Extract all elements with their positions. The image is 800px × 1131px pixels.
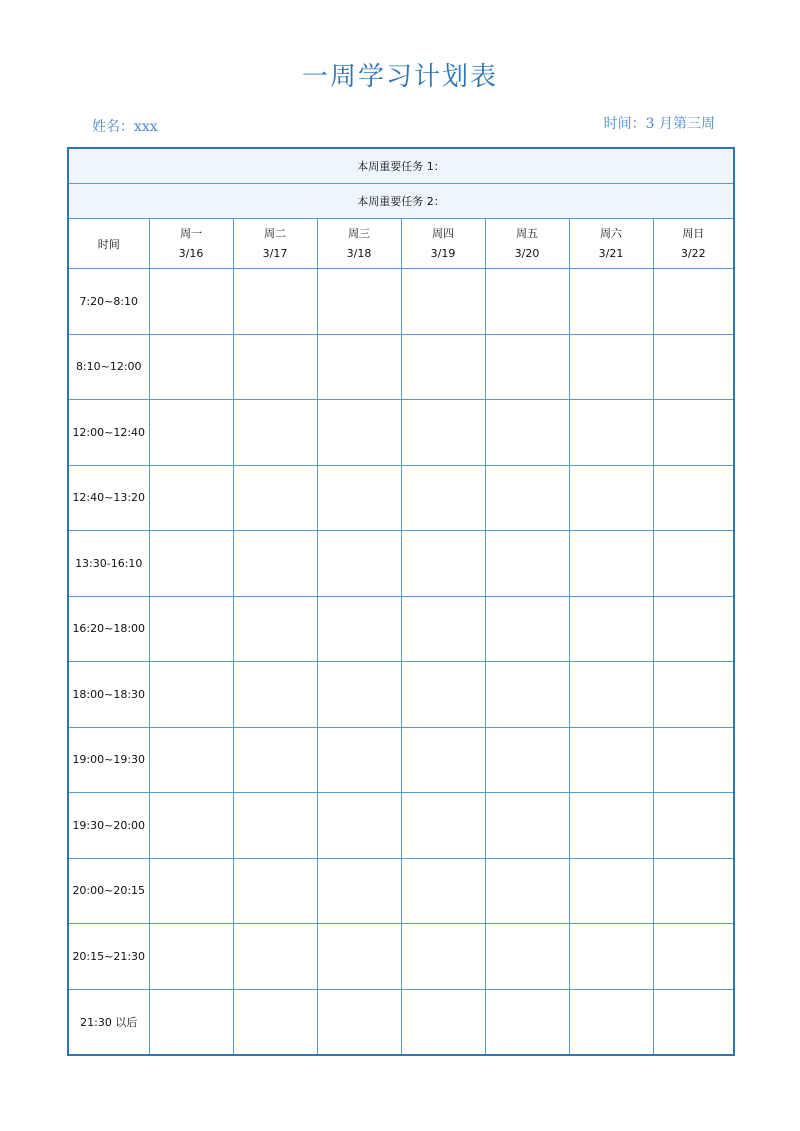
plan-cell[interactable] [653, 400, 734, 466]
plan-cell[interactable] [149, 334, 233, 400]
time-slot-label: 20:00~20:15 [68, 858, 149, 924]
plan-cell[interactable] [485, 793, 569, 859]
day-date: 3/20 [514, 246, 540, 260]
plan-cell[interactable] [401, 465, 485, 531]
day-name: 周一 [180, 226, 202, 240]
plan-cell[interactable] [401, 727, 485, 793]
day-header [653, 219, 734, 269]
plan-cell[interactable] [401, 793, 485, 859]
plan-cell[interactable] [485, 727, 569, 793]
plan-cell[interactable] [233, 727, 317, 793]
day-date: 3/17 [262, 246, 288, 260]
header-row [68, 219, 734, 269]
plan-cell[interactable] [653, 989, 734, 1055]
plan-cell[interactable] [653, 858, 734, 924]
day-date: 3/21 [598, 246, 624, 260]
page-title: 一周学习计划表 [301, 62, 498, 92]
plan-cell[interactable] [569, 727, 653, 793]
plan-cell[interactable] [233, 400, 317, 466]
plan-cell[interactable] [485, 269, 569, 335]
plan-cell[interactable] [485, 858, 569, 924]
time-slot-label: 20:15~21:30 [68, 924, 149, 990]
time-slot-row [68, 400, 734, 466]
plan-cell[interactable] [149, 531, 233, 597]
plan-cell[interactable] [401, 989, 485, 1055]
plan-cell[interactable] [149, 989, 233, 1055]
plan-cell[interactable] [233, 924, 317, 990]
time-slot-row [68, 989, 734, 1055]
day-name: 周六 [600, 226, 622, 240]
day-name: 周三 [348, 226, 370, 240]
plan-cell[interactable] [317, 531, 401, 597]
plan-cell[interactable] [233, 858, 317, 924]
day-name: 周二 [264, 226, 286, 240]
plan-cell[interactable] [317, 269, 401, 335]
plan-cell[interactable] [653, 924, 734, 990]
study-plan-table [67, 147, 735, 1056]
plan-cell[interactable] [569, 269, 653, 335]
time-slot-label: 8:10~12:00 [68, 334, 149, 400]
time-slot-row [68, 858, 734, 924]
week-label: 时间： [603, 116, 646, 132]
plan-cell[interactable] [317, 662, 401, 728]
plan-cell[interactable] [653, 662, 734, 728]
plan-cell[interactable] [569, 989, 653, 1055]
plan-cell[interactable] [149, 662, 233, 728]
plan-cell[interactable] [569, 596, 653, 662]
day-header [485, 219, 569, 269]
day-name: 周五 [516, 226, 538, 240]
plan-cell[interactable] [149, 400, 233, 466]
plan-cell[interactable] [149, 596, 233, 662]
time-slot-label: 16:20~18:00 [68, 596, 149, 662]
plan-cell[interactable] [317, 596, 401, 662]
day-date: 3/22 [680, 246, 706, 260]
plan-cell[interactable] [401, 662, 485, 728]
time-slot-row [68, 334, 734, 400]
day-header [317, 219, 401, 269]
plan-cell[interactable] [149, 727, 233, 793]
plan-cell[interactable] [401, 596, 485, 662]
time-slot-label: 7:20~8:10 [68, 269, 149, 335]
plan-cell[interactable] [569, 924, 653, 990]
plan-cell[interactable] [653, 269, 734, 335]
plan-cell[interactable] [233, 334, 317, 400]
time-slot-label: 19:30~20:00 [68, 793, 149, 859]
plan-cell[interactable] [149, 924, 233, 990]
name-value: xxx [134, 119, 158, 135]
time-slot-row [68, 793, 734, 859]
plan-cell[interactable] [233, 465, 317, 531]
time-slot-label: 13:30-16:10 [68, 531, 149, 597]
plan-cell[interactable] [485, 400, 569, 466]
plan-cell[interactable] [485, 596, 569, 662]
plan-cell[interactable] [149, 269, 233, 335]
plan-cell[interactable] [569, 662, 653, 728]
task-row-2 [68, 184, 734, 219]
plan-cell[interactable] [149, 858, 233, 924]
plan-cell[interactable] [233, 989, 317, 1055]
plan-cell[interactable] [653, 465, 734, 531]
plan-cell[interactable] [317, 334, 401, 400]
plan-cell[interactable] [485, 662, 569, 728]
plan-cell[interactable] [569, 793, 653, 859]
plan-cell[interactable] [485, 334, 569, 400]
plan-cell[interactable] [317, 858, 401, 924]
time-slot-label: 19:00~19:30 [68, 727, 149, 793]
plan-cell[interactable] [401, 531, 485, 597]
plan-cell[interactable] [401, 924, 485, 990]
plan-cell[interactable] [485, 465, 569, 531]
week-field [604, 113, 715, 133]
plan-cell[interactable] [149, 793, 233, 859]
day-name: 周四 [432, 226, 454, 240]
plan-cell[interactable] [569, 858, 653, 924]
day-header [233, 219, 317, 269]
plan-cell[interactable] [569, 465, 653, 531]
plan-cell[interactable] [233, 662, 317, 728]
day-header [569, 219, 653, 269]
time-slot-row [68, 596, 734, 662]
plan-cell[interactable] [233, 269, 317, 335]
task-row-1 [68, 148, 734, 184]
plan-cell[interactable] [653, 531, 734, 597]
plan-cell[interactable] [317, 989, 401, 1055]
time-slot-label: 18:00~18:30 [68, 662, 149, 728]
time-slot-label: 12:00~12:40 [68, 400, 149, 466]
plan-cell[interactable] [233, 793, 317, 859]
plan-cell[interactable] [485, 531, 569, 597]
plan-cell[interactable] [653, 727, 734, 793]
plan-cell[interactable] [569, 400, 653, 466]
plan-cell[interactable] [569, 334, 653, 400]
plan-cell[interactable] [317, 465, 401, 531]
time-slot-label: 12:40~13:20 [68, 465, 149, 531]
time-slot-row [68, 269, 734, 335]
plan-cell[interactable] [401, 334, 485, 400]
plan-cell[interactable] [233, 531, 317, 597]
task-1-label[interactable]: 本周重要任务 1： [68, 148, 734, 184]
plan-cell[interactable] [485, 924, 569, 990]
plan-cell[interactable] [401, 400, 485, 466]
plan-cell[interactable] [233, 596, 317, 662]
plan-cell[interactable] [317, 924, 401, 990]
day-date: 3/19 [430, 246, 456, 260]
plan-cell[interactable] [401, 269, 485, 335]
task-2-label[interactable]: 本周重要任务 2： [68, 184, 734, 219]
day-name: 周日 [682, 226, 705, 240]
plan-cell[interactable] [653, 596, 734, 662]
day-header [149, 219, 233, 269]
time-slot-row [68, 531, 734, 597]
day-header [401, 219, 485, 269]
day-date: 3/18 [346, 246, 372, 260]
plan-cell[interactable] [317, 793, 401, 859]
plan-cell[interactable] [653, 334, 734, 400]
plan-cell[interactable] [485, 989, 569, 1055]
name-field [92, 116, 158, 136]
time-slot-row [68, 727, 734, 793]
time-slot-label: 21:30 以后 [68, 989, 149, 1055]
day-date: 3/16 [178, 246, 204, 260]
week-value: 3 月第三周 [645, 116, 715, 132]
plan-cell[interactable] [569, 531, 653, 597]
time-column-header: 时间 [68, 219, 149, 269]
plan-cell[interactable] [401, 858, 485, 924]
time-slot-row [68, 662, 734, 728]
name-label: 姓名： [92, 119, 134, 135]
time-slot-row [68, 924, 734, 990]
plan-cell[interactable] [653, 793, 734, 859]
plan-cell[interactable] [149, 465, 233, 531]
plan-cell[interactable] [317, 400, 401, 466]
plan-cell[interactable] [317, 727, 401, 793]
time-slot-row [68, 465, 734, 531]
